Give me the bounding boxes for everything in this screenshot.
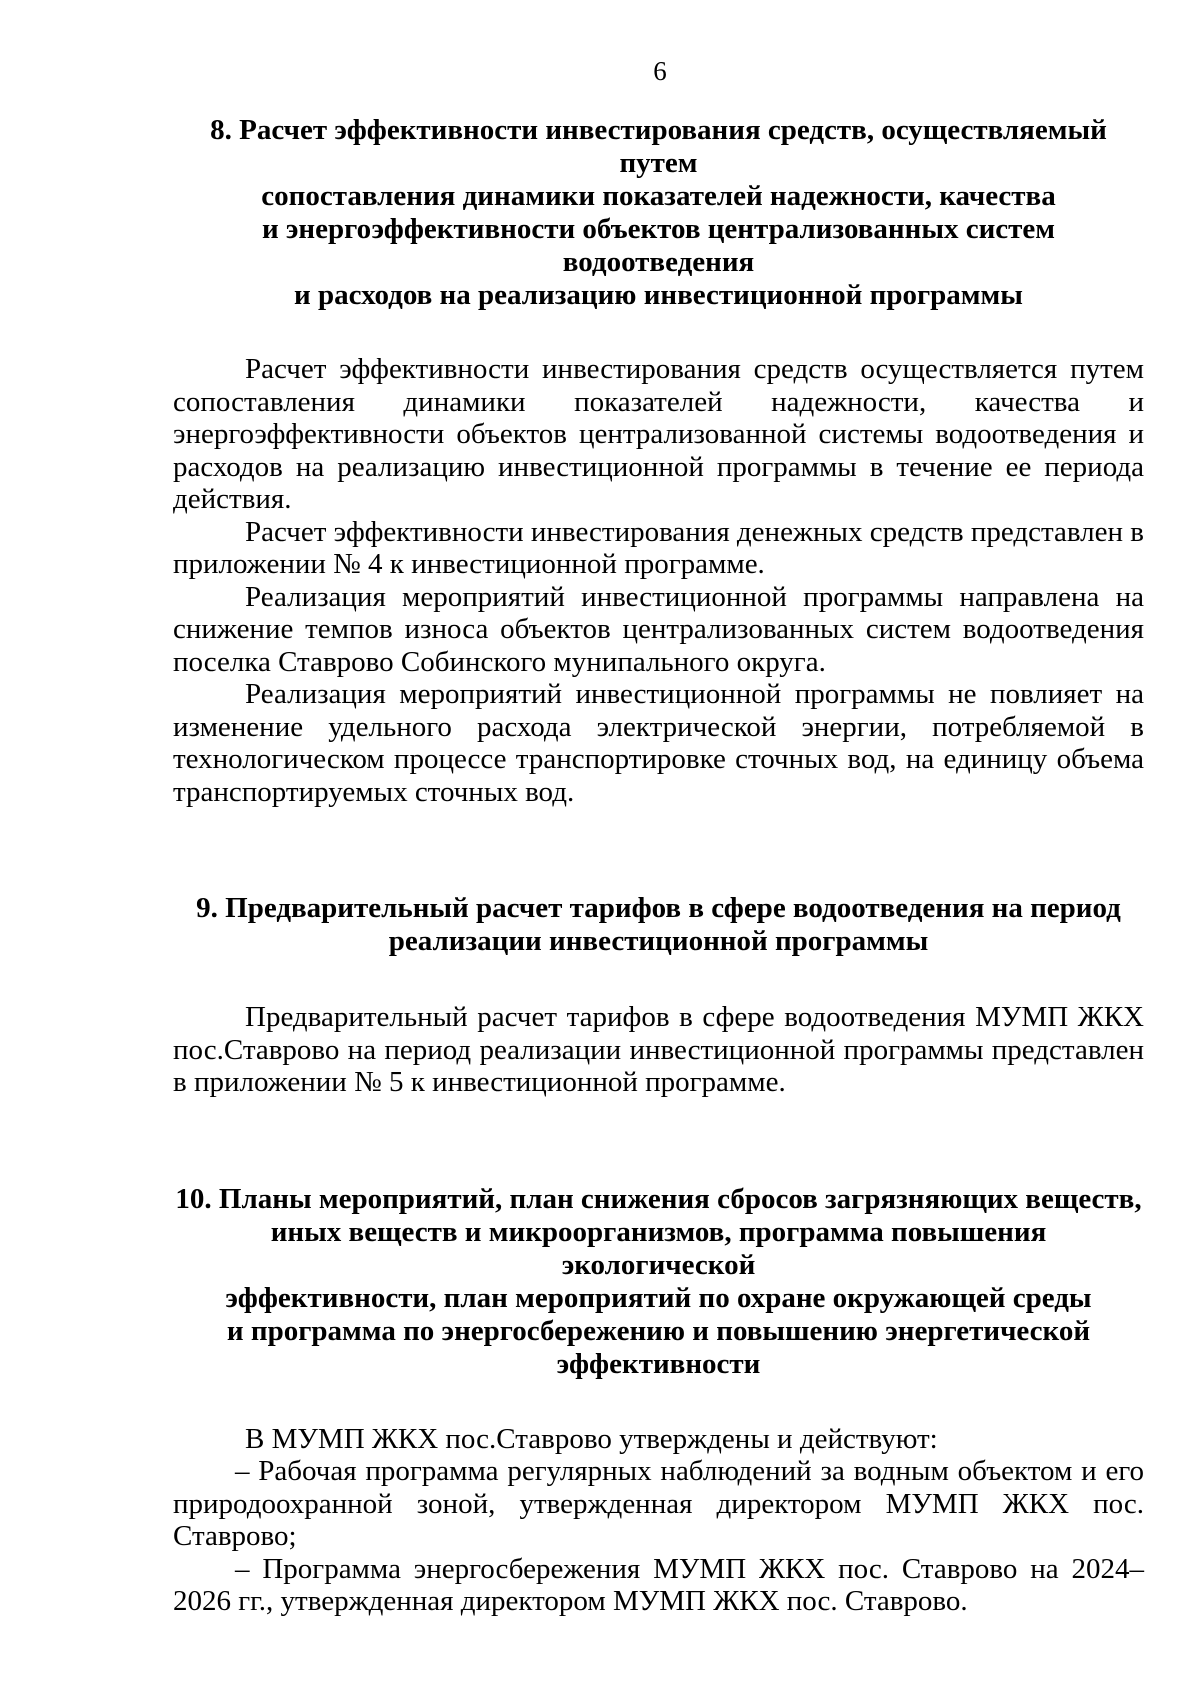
heading-line: 10. Планы мероприятий, план снижения сбросов загрязняющих веществ, — [175, 1182, 1142, 1215]
section-8-paragraph-2: Расчет эффективности инвестирования денежных средств представлен в приложении № 4 к инвестиционной программе. — [173, 515, 1144, 580]
heading-line: 9. Предварительный расчет тарифов в сфере водоотведения на период — [196, 892, 1121, 924]
document-body — [173, 114, 1144, 1618]
section-8-heading — [173, 114, 1144, 312]
heading-line: и энергоэффективности объектов централизованных систем водоотведения — [261, 213, 1056, 278]
heading-line: эффективности — [556, 1347, 761, 1380]
section-10-heading — [173, 1183, 1144, 1381]
heading-line: 8. Расчет эффективности инвестирования средств, осуществляемый путем — [210, 114, 1107, 179]
heading-line: и программа по энергосбережению и повышению энергетической — [226, 1314, 1091, 1347]
heading-line: реализации инвестиционной программы — [388, 925, 929, 957]
section-10-intro: В МУМП ЖКХ пос.Ставрово утверждены и действуют: — [245, 1422, 938, 1455]
heading-line: сопоставления динамики показателей надежности, качества — [261, 180, 1056, 212]
section-8-paragraph-3: Реализация мероприятий инвестиционной программы направлена на снижение темпов износа объектов централизованных систем водоотведения поселка Ставрово Собинского мунипального округа. — [173, 580, 1144, 678]
section-8-paragraph-4: Реализация мероприятий инвестиционной программы не повлияет на изменение удельного расхода электрической энергии, потребляемой в технологическом процессе транспортировке сточных вод, на единицу объема транспортируемых сточных вод. — [173, 678, 1144, 808]
list-item: – Программа энергосбережения МУМП ЖКХ пос. Ставрово на 2024–2026 гг., утвержденная директором МУМП ЖКХ пос. Ставрово. — [173, 1552, 1144, 1617]
heading-line: и расходов на реализацию инвестиционной программы — [294, 279, 1023, 311]
list-item: – Рабочая программа регулярных наблюдений за водным объектом и его природоохранной зоной, утвержденная директором МУМП ЖКХ пос. Ставрово; — [173, 1455, 1144, 1552]
section-8-paragraph-1: Расчет эффективности инвестирования средств осуществляется путем сопоставления динамики показателей надежности, качества и энергоэффективности объектов централизованной системы водоотведения и расходов на реализацию инвестиционной программы в течение ее периода действия. — [173, 353, 1144, 515]
section-9-paragraph-1: Предварительный расчет тарифов в сфере водоотведения МУМП ЖКХ пос.Ставрово на период реализации инвестиционной программы представлен в приложении № 5 к инвестиционной программе. — [173, 1001, 1144, 1098]
page-number: 6 — [653, 56, 667, 86]
section-9-heading — [173, 892, 1144, 958]
heading-line: иных веществ и микроорганизмов, программа повышения экологической — [270, 1215, 1047, 1281]
heading-line: эффективности, план мероприятий по охране окружающей среды — [225, 1281, 1092, 1314]
